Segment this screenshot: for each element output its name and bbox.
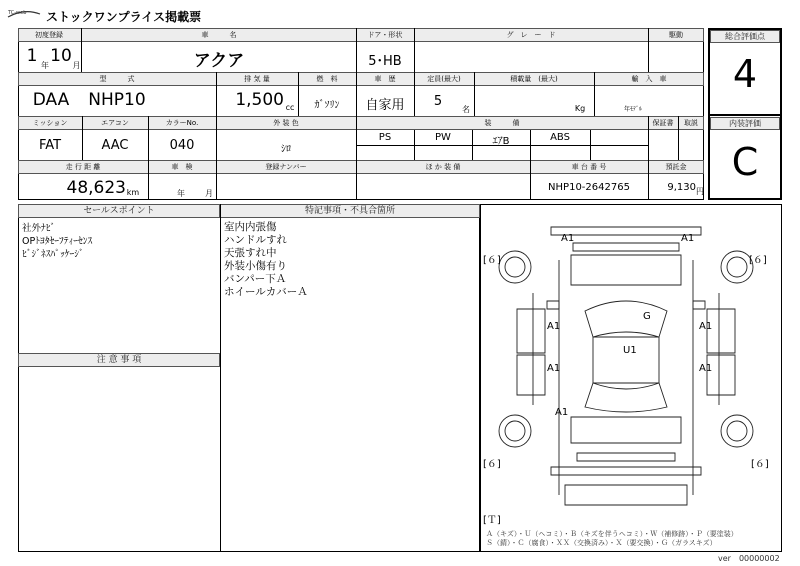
list-item: 社外ﾅﾋﾞ (22, 223, 56, 234)
history-value: 自家用 (365, 98, 405, 113)
overall-score-value: 4 (732, 52, 758, 96)
fuel-value: ｶﾞｿﾘﾝ (314, 100, 340, 111)
cc-label: cc (285, 103, 295, 112)
list-item: 天張すれ中 (224, 247, 277, 259)
sales-points-header: セールスポイント (18, 204, 220, 218)
damage-mark: A1 (547, 321, 561, 332)
year-model-label: 年ﾓﾃﾞﾙ (623, 106, 642, 113)
equip-airbag: ｴｱB (492, 136, 510, 147)
era-label: 年 (41, 61, 49, 70)
label-exterior-color: 外 装 色 (273, 119, 299, 127)
list-item: 外装小傷有り (224, 260, 287, 272)
car-name: アクア (193, 51, 245, 71)
damage-mark: A1 (561, 233, 575, 244)
month-label: 月 (72, 61, 81, 70)
tire-depth-rear-right: [６] (751, 459, 769, 470)
label-aircon: エアコン (101, 119, 129, 127)
door-type: 5･HB (368, 54, 402, 69)
label-history: 車 歴 (374, 75, 396, 83)
special-notes-header: 特記事項・不具合箇所 (220, 204, 480, 218)
label-mileage: 走 行 距 離 (65, 163, 101, 171)
sales-points-list (22, 222, 92, 261)
label-warranty: 保証書 (652, 119, 674, 127)
damage-mark: A1 (681, 233, 695, 244)
car-diagram (481, 205, 781, 527)
list-item: バンパー下Ａ (224, 273, 287, 285)
label-grade: グ レ ー ド (506, 31, 556, 39)
mileage-value: 48,623 (66, 178, 126, 198)
label-color-no: カラーNo. (165, 119, 199, 127)
model-value: NHP10 (88, 90, 146, 110)
label-first-reg: 初度登録 (35, 31, 63, 39)
label-load: 積載量 (最大) (510, 75, 558, 83)
interior-score-value: C (731, 140, 759, 184)
label-other-equipment: ほ か 装 備 (425, 163, 461, 171)
list-item: 室内内張傷 (224, 221, 277, 233)
list-item: ホイールカバーＡ (224, 286, 308, 298)
person-label: 名 (462, 105, 470, 114)
km-label: km (126, 188, 140, 197)
mission-value: FAT (38, 138, 62, 153)
logo: TC-web (6, 8, 42, 20)
label-drive: 駆動 (669, 31, 683, 39)
first-reg-month: 10 (50, 46, 72, 66)
caution-header: 注 意 事 項 (18, 353, 220, 367)
interior-score-header: 内装評価 (710, 117, 780, 130)
label-plate: 登録ナンバー (265, 163, 307, 171)
damage-mark: A1 (555, 407, 569, 418)
label-mission: ミッション (32, 119, 68, 127)
label-capacity: 定員(最大) (427, 75, 461, 83)
page-title: ストックワンプライス掲載票 (46, 10, 202, 24)
aircon-value: AAC (101, 138, 129, 153)
list-item: ハンドルすれ (224, 234, 287, 246)
label-displacement: 排 気 量 (244, 75, 270, 83)
label-door-type: ドア・形状 (367, 31, 403, 39)
damage-mark: A1 (699, 363, 713, 374)
tire-depth-front-left: [６] (483, 255, 501, 266)
list-item: OPﾄﾖﾀｾｰﾌﾃｨｰｾﾝｽ (22, 236, 93, 247)
first-reg-year: 1 (26, 46, 38, 66)
label-manual: 取説 (684, 119, 698, 127)
equip-ps: PS (378, 132, 392, 143)
inspection-year-label: 年 (177, 189, 185, 198)
displacement-value: 1,500 (235, 90, 284, 110)
tire-depth-rear-left: [６] (483, 459, 501, 470)
yen-label: 円 (696, 187, 704, 196)
kg-label: Kg (574, 104, 586, 113)
label-car-name: 車 名 (201, 31, 237, 39)
label-import: 輸 入 車 (631, 75, 667, 83)
damage-mark: G (643, 311, 651, 322)
label-chassis: 車 台 番 号 (571, 163, 607, 171)
model-prefix: DAA (32, 90, 70, 110)
tire-depth-front-right: [６] (749, 255, 767, 266)
overall-score-header: 総合評価点 (710, 30, 780, 43)
trunk-mark: [Ｔ] (483, 515, 501, 526)
equip-pw: PW (435, 132, 451, 143)
exterior-color-value: ｼﾛ (281, 144, 291, 155)
damage-mark: U1 (623, 345, 637, 356)
inspection-month-label: 月 (205, 189, 213, 198)
capacity-value: 5 (433, 94, 443, 109)
list-item: ﾋﾞｼﾞﾈｽﾊﾟｯｹｰｼﾞ (22, 249, 84, 260)
equip-abs: ABS (550, 132, 570, 143)
label-fuel: 燃 料 (316, 75, 338, 83)
label-inspection: 車 検 (171, 163, 193, 171)
damage-legend: Ａ（キズ）・Ｕ（ヘコミ）・Ｂ（キズを伴うヘコミ）・Ｗ（補修跡）・Ｐ（要塗装） Ｓ（錆）・Ｃ（腐食）・ＸＸ（交換済み）・Ｘ（要交換）・Ｇ（ガラスキズ） (486, 530, 738, 547)
chassis-value: NHP10-2642765 (548, 182, 630, 193)
damage-mark: A1 (699, 321, 713, 332)
version-label: ver 00000002 (718, 554, 780, 563)
special-notes-list (224, 221, 308, 299)
color-no-value: 040 (169, 138, 195, 153)
label-equipment: 装 備 (484, 119, 520, 127)
damage-mark: A1 (547, 363, 561, 374)
deposit-value: 9,130 (667, 182, 696, 193)
label-model: 型 式 (99, 75, 135, 83)
label-deposit: 預託金 (665, 163, 687, 171)
